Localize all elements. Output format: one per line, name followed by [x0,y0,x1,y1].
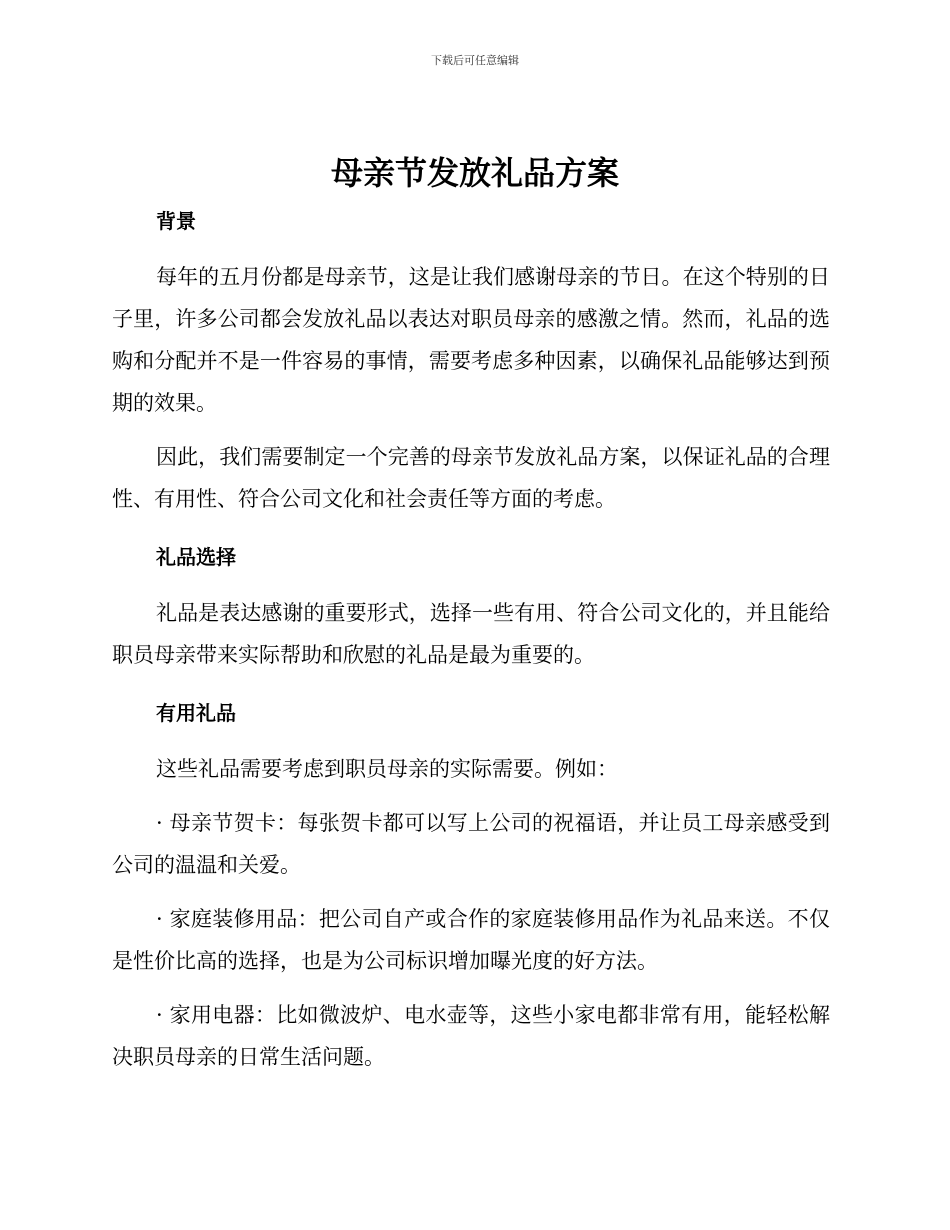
gift-item-home-decor: · 家庭装修用品：把公司自产或合作的家庭装修用品作为礼品来送。不仅是性价比高的选择，也是为公司标识增加曝光度的好方法。 [112,907,830,973]
document-body [112,202,830,1078]
page-header-note: 下载后可任意编辑 [431,54,519,67]
useful-gifts-intro: 这些礼品需要考虑到职员母亲的实际需要。例如： [156,757,618,781]
gift-item-appliances: · 家用电器：比如微波炉、电水壶等，这些小家电都非常有用，能轻松解决职员母亲的日常生活问题。 [112,1003,830,1069]
section-heading-useful-gifts: 有用礼品 [156,701,236,725]
section-heading-background: 背景 [156,209,196,233]
gift-item-card: · 母亲节贺卡：每张贺卡都可以写上公司的祝福语，并让员工母亲感受到公司的温温和关爱。 [112,811,830,877]
gift-selection-paragraph: 礼品是表达感谢的重要形式，选择一些有用、符合公司文化的，并且能给职员母亲带来实际帮助和欣慰的礼品是最为重要的。 [112,601,830,667]
background-paragraph-1: 每年的五月份都是母亲节，这是让我们感谢母亲的节日。在这个特别的日子里，许多公司都会发放礼品以表达对职员母亲的感激之情。然而，礼品的选购和分配并不是一件容易的事情，需要考虑多种因素，以确保礼品能够达到预期的效果。 [112,265,830,415]
document-title: 母亲节发放礼品方案 [330,154,619,192]
section-heading-gift-selection: 礼品选择 [156,545,236,569]
background-paragraph-2: 因此，我们需要制定一个完善的母亲节发放礼品方案，以保证礼品的合理性、有用性、符合公司文化和社会责任等方面的考虑。 [112,445,830,511]
